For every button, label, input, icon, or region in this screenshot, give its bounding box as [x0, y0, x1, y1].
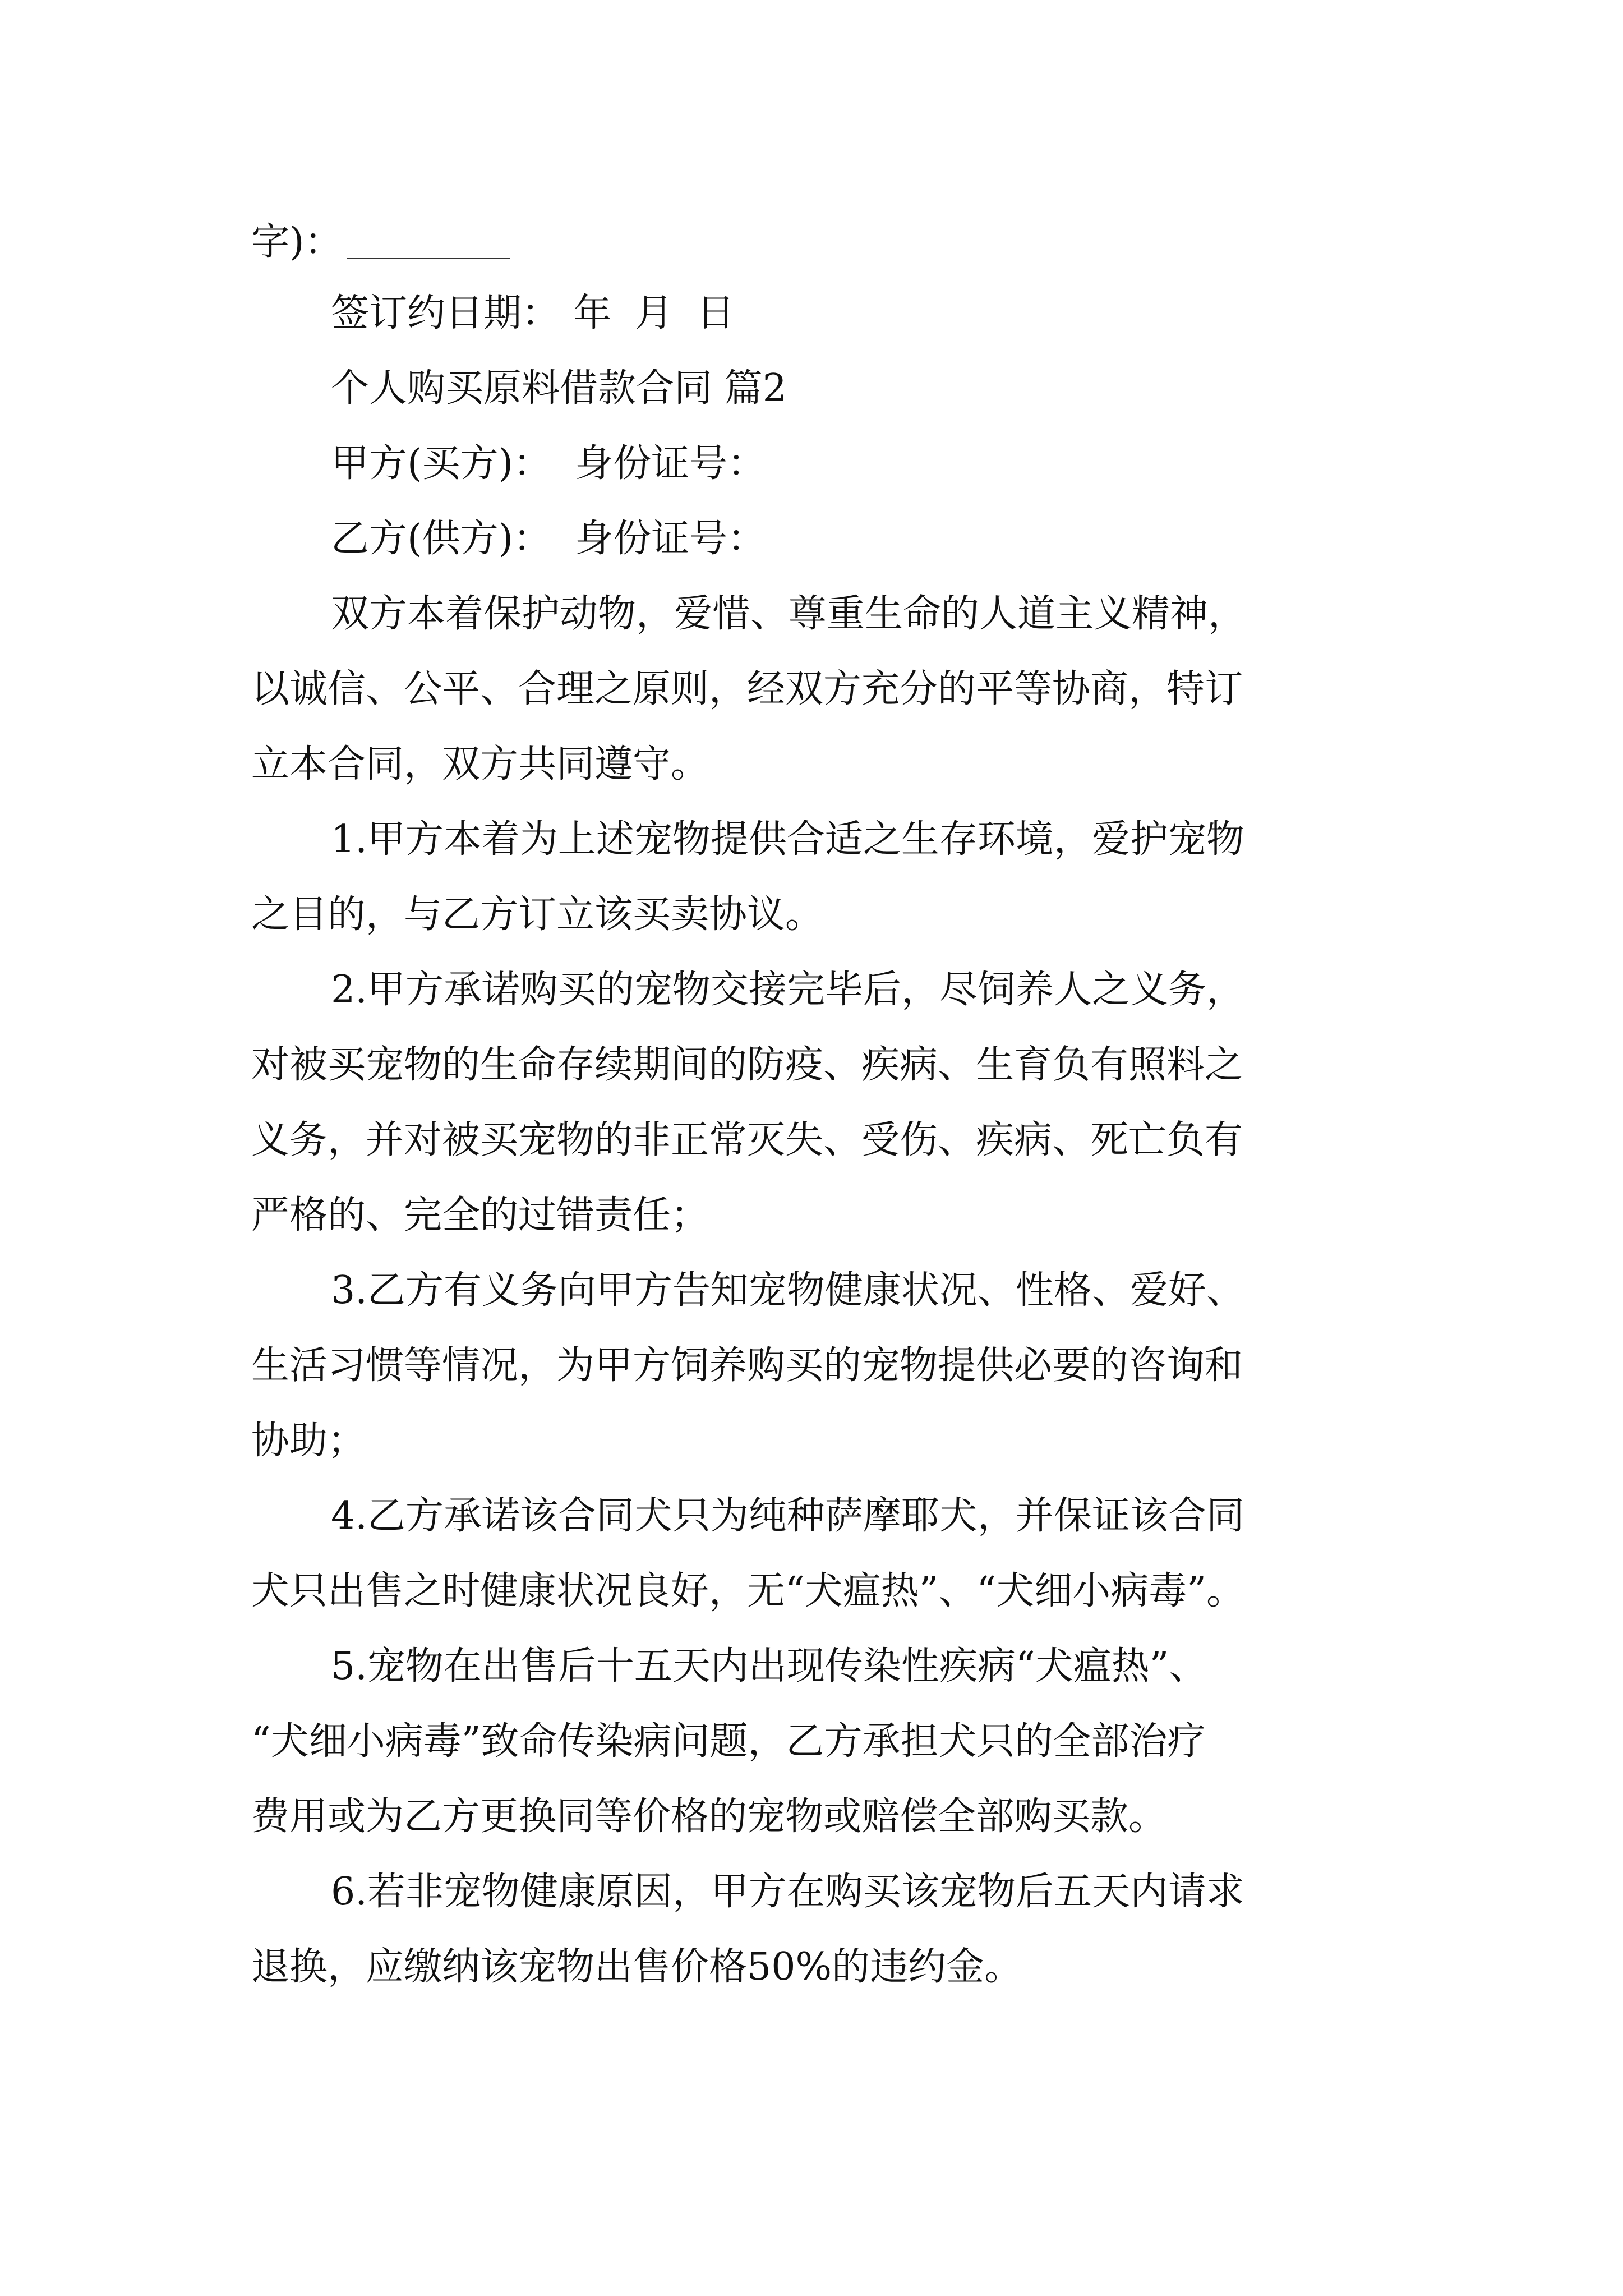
clause-6 [251, 1855, 1390, 2005]
clause-line: 4.乙方承诺该合同犬只为纯种萨摩耶犬，并保证该合同 [331, 1494, 1244, 1538]
clause-line: 之目的，与乙方订立该买卖协议。 [251, 892, 824, 937]
sign-date-label: 签订约日期： [331, 291, 560, 335]
contract-title: 个人购买原料借款合同 篇2 [331, 366, 787, 411]
sign-date-year: 年 [573, 291, 612, 335]
sign-date-line [251, 276, 1390, 351]
clause-line: 3.乙方有义务向甲方告知宠物健康状况、性格、爱好、 [331, 1268, 1244, 1313]
party-b-id-label: 身份证号： [575, 517, 766, 561]
sign-date-month: 月 [635, 291, 674, 335]
clause-2 [251, 953, 1390, 1253]
sign-date-day: 日 [697, 291, 735, 335]
clause-line: 犬只出售之时健康状况良好，无“犬瘟热”、“犬细小病毒”。 [251, 1569, 1245, 1613]
clause-line: 对被买宠物的生命存续期间的防疫、疾病、生育负有照料之 [251, 1043, 1243, 1087]
clause-line: 义务，并对被买宠物的非正常灭失、受伤、疾病、死亡负有 [251, 1118, 1243, 1162]
clause-4 [251, 1479, 1390, 1629]
document-body [251, 209, 1390, 2005]
clause-line: 5.宠物在出售后十五天内出现传染性疾病“犬瘟热”、 [331, 1644, 1207, 1688]
clause-line: 协助； [251, 1419, 366, 1463]
preamble-line: 双方本着保护动物，爱惜、尊重生命的人道主义精神， [331, 592, 1247, 636]
party-b-line [251, 501, 1390, 577]
party-a-id-label: 身份证号： [575, 441, 766, 486]
clause-line: 费用或为乙方更换同等价格的宠物或赔偿全部购买款。 [251, 1795, 1167, 1839]
signature-label: 字)： [251, 220, 343, 264]
preamble-line: 以诚信、公平、合理之原则，经双方充分的平等协商，特订 [251, 667, 1243, 711]
party-a-label: 甲方(买方)： [331, 441, 552, 486]
clause-line: “犬细小病毒”致命传染病问题，乙方承担犬只的全部治疗 [251, 1719, 1206, 1764]
party-b-label: 乙方(供方)： [331, 517, 552, 561]
signature-line [251, 209, 1390, 276]
signature-blank [347, 258, 510, 259]
clause-5 [251, 1629, 1390, 1855]
party-a-line [251, 426, 1390, 501]
clause-1 [251, 802, 1390, 953]
clause-line: 严格的、完全的过错责任； [251, 1193, 709, 1237]
clause-line: 2.甲方承诺购买的宠物交接完毕后，尽饲养人之义务， [331, 968, 1244, 1012]
clause-3 [251, 1253, 1390, 1479]
clause-line: 退换，应缴纳该宠物出售价格50%的违约金。 [251, 1945, 1023, 1989]
clause-line: 生活习惯等情况，为甲方饲养购买的宠物提供必要的咨询和 [251, 1343, 1243, 1388]
clause-line: 6.若非宠物健康原因，甲方在购买该宠物后五天内请求 [331, 1870, 1244, 1914]
clause-line: 1.甲方本着为上述宠物提供合适之生存环境，爱护宠物 [331, 817, 1244, 862]
preamble-line: 立本合同，双方共同遵守。 [251, 742, 709, 786]
preamble-paragraph [251, 577, 1390, 802]
